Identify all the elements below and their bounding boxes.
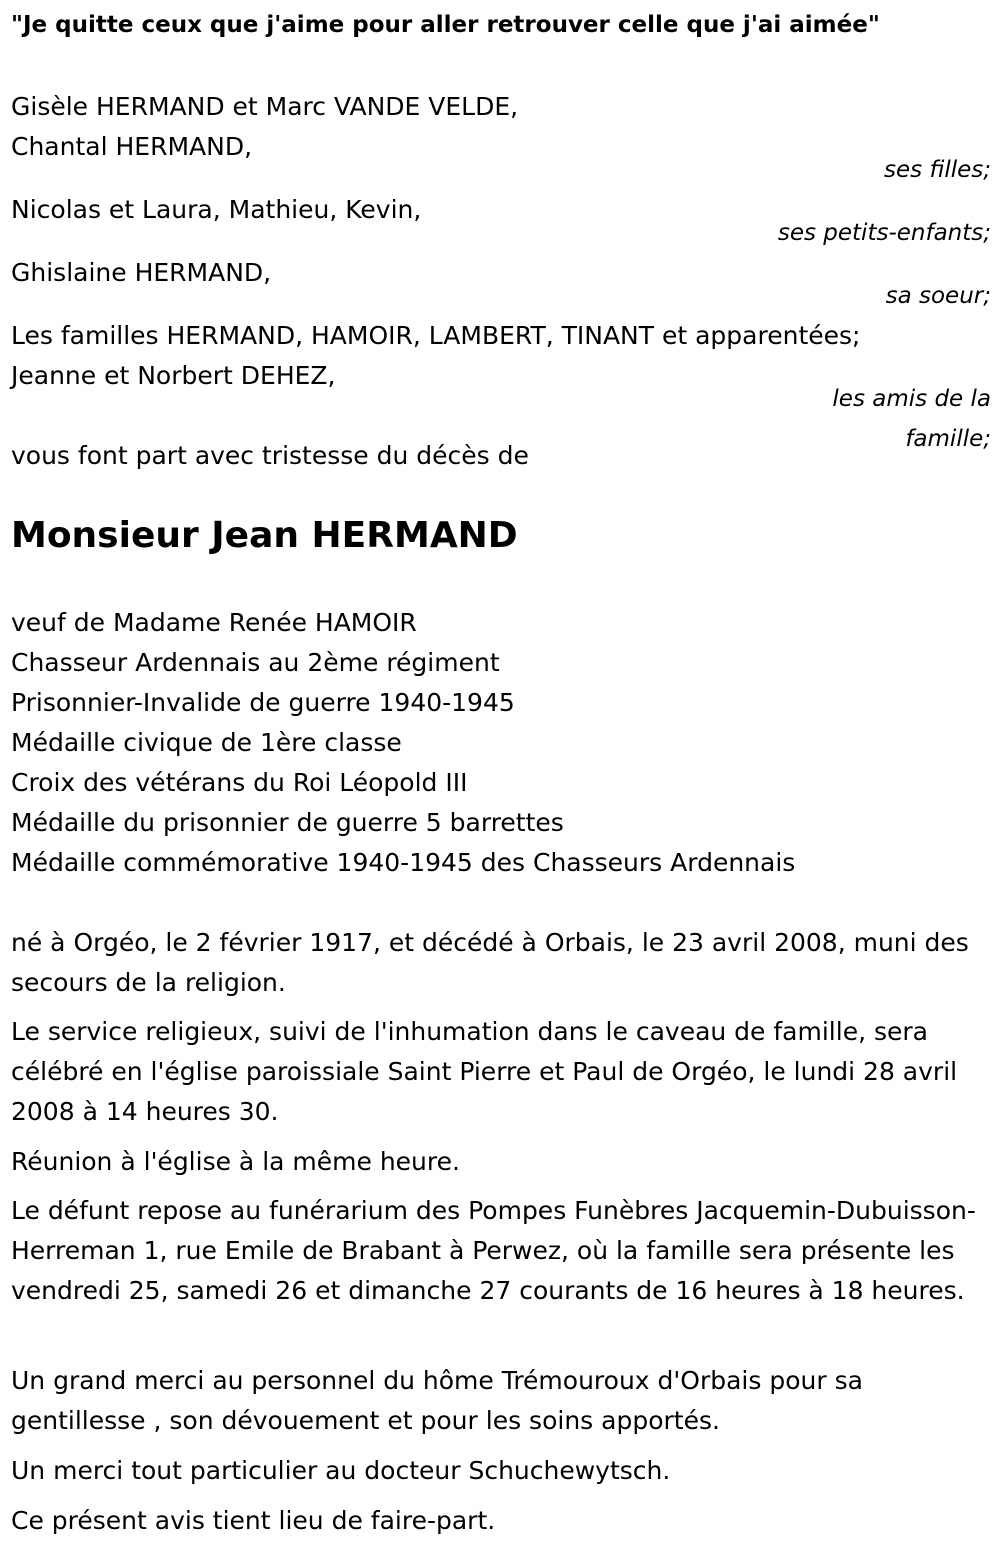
family-line-daughter-2: Chantal HERMAND, [11, 132, 253, 161]
title-line: Médaille du prisonnier de guerre 5 barrettes [11, 808, 564, 837]
role-friends-line-2: famille; [905, 426, 991, 452]
title-line: Prisonnier-Invalide de guerre 1940-1945 [11, 688, 515, 717]
family-line-daughter-1: Gisèle HERMAND et Marc VANDE VELDE, [11, 92, 519, 121]
paragraph-birth-death: né à Orgéo, le 2 février 1917, et décédé à Orbais, le 23 avril 2008, muni des secours de la religion. [11, 928, 969, 997]
title-line: Médaille commémorative 1940-1945 des Chasseurs Ardennais [11, 848, 796, 877]
family-line-grandchildren: Nicolas et Laura, Mathieu, Kevin, [11, 195, 422, 224]
paragraph-funerarium: Le défunt repose au funérarium des Pompes Funèbres Jacquemin-Dubuisson-Herreman 1, rue Emile de Brabant à Perwez, où la famille sera présente les vendredi 25, samedi 26 et dimanche 27 courants de 16 heures à 18 heures. [11, 1196, 976, 1305]
paragraph-meeting: Réunion à l'église à la même heure. [11, 1147, 460, 1176]
deceased-name: Monsieur Jean HERMAND [11, 515, 518, 556]
paragraph-service: Le service religieux, suivi de l'inhumation dans le caveau de famille, sera célébré en l'église paroissiale Saint Pierre et Paul de Orgéo, le lundi 28 avril 2008 à 14 heures 30. [11, 1017, 958, 1126]
title-line: Médaille civique de 1ère classe [11, 728, 402, 757]
paragraph-thanks-staff: Un grand merci au personnel du hôme Trémouroux d'Orbais pour sa gentillesse , son dévouement et pour les soins apportés. [11, 1366, 863, 1435]
role-friends-line-1: les amis de la [832, 386, 991, 412]
role-grandchildren: ses petits-enfants; [777, 220, 991, 246]
announcement-line: vous font part avec tristesse du décès de [11, 441, 529, 470]
paragraph-thanks-doctor: Un merci tout particulier au docteur Schuchewytsch. [11, 1456, 671, 1485]
role-daughters: ses filles; [884, 157, 991, 183]
role-sister: sa soeur; [885, 283, 991, 309]
title-line: veuf de Madame Renée HAMOIR [11, 608, 417, 637]
title-line: Chasseur Ardennais au 2ème régiment [11, 648, 500, 677]
family-line-families: Les familles HERMAND, HAMOIR, LAMBERT, TINANT et apparentées; [11, 321, 861, 350]
family-line-friends: Jeanne et Norbert DEHEZ, [11, 361, 336, 390]
title-line: Croix des vétérans du Roi Léopold III [11, 768, 468, 797]
paragraph-closing: Ce présent avis tient lieu de faire-part. [11, 1506, 496, 1535]
epigraph-quote: "Je quitte ceux que j'aime pour aller retrouver celle que j'ai aimée" [11, 12, 880, 38]
family-line-sister: Ghislaine HERMAND, [11, 258, 272, 287]
